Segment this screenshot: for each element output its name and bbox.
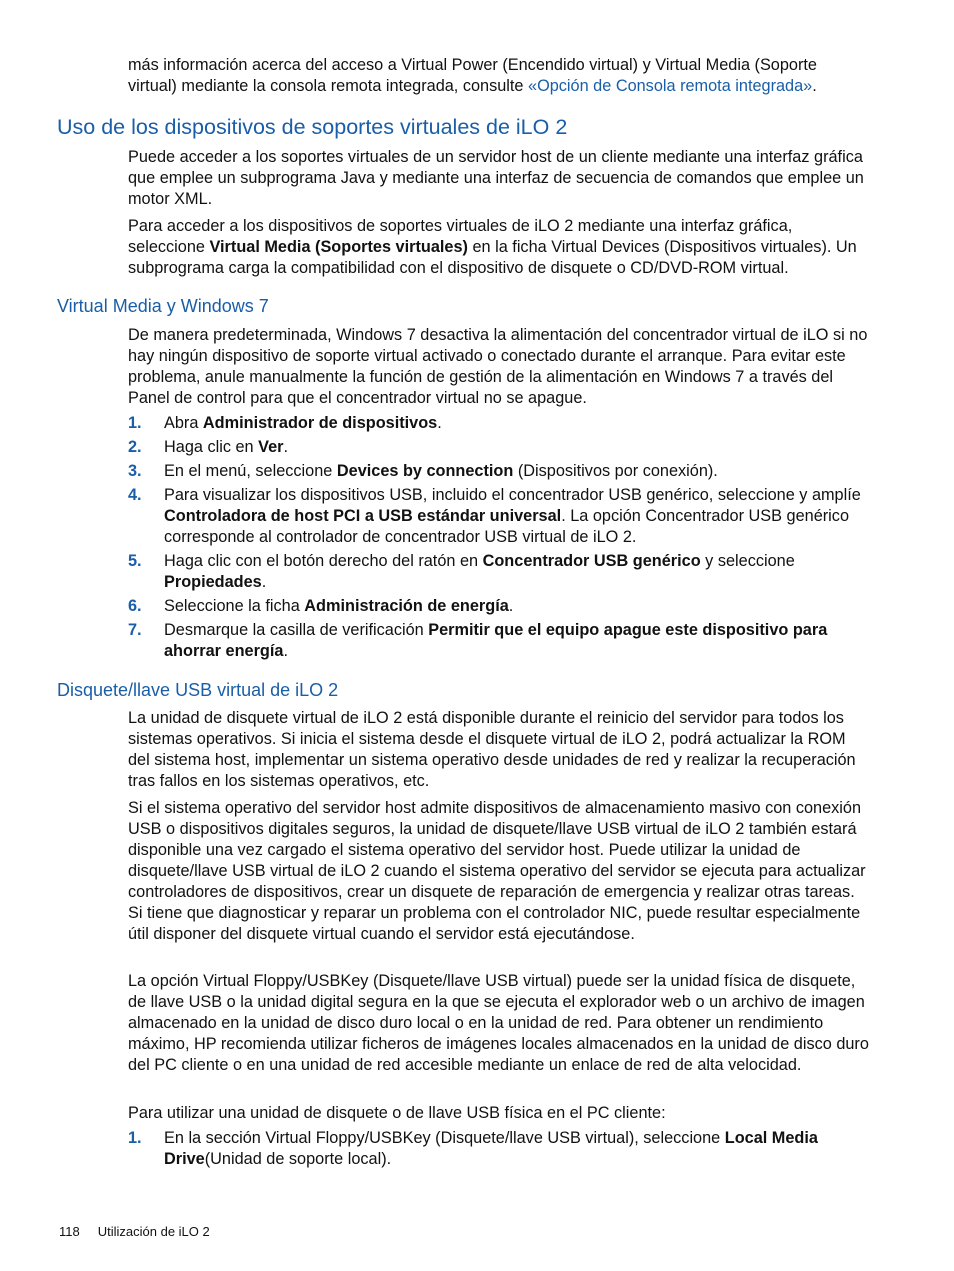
step-number: 7. <box>128 621 142 639</box>
bold-term: Ver <box>258 438 284 456</box>
win7-heading: Virtual Media y Windows 7 <box>57 296 269 316</box>
bold-term: Devices by connection <box>336 462 514 480</box>
text-run: Para acceder a los dispositivos de soportes virtuales de iLO 2 mediante una interfaz gráfica, seleccione <box>128 217 793 256</box>
win7-paragraph: De manera predeterminada, Windows 7 desactiva la alimentación del concentrador virtual de iLO si no hay ningún dispositivo de soporte virtual activado o conectado durante el arranque. Para evitar este problema, anule manualmente la función de gestión de la alimentación en Windows 7 a través del Panel de control para que el concentrador virtual no se apague. <box>128 326 868 407</box>
text-run: . <box>261 573 267 591</box>
console-link[interactable]: «Opción de Consola remota integrada» <box>528 77 813 95</box>
text-run: Haga clic con el botón derecho del ratón en <box>164 552 483 570</box>
list-item <box>128 596 870 617</box>
text-run: . <box>283 438 289 456</box>
step-number: 3. <box>128 462 142 480</box>
bold-term: Local Media Drive <box>164 1129 818 1168</box>
bold-term: Propiedades <box>164 573 262 591</box>
step-number: 6. <box>128 597 142 615</box>
floppy-steps-list <box>128 1128 870 1173</box>
text-run: . <box>283 642 288 660</box>
floppy-paragraph-2: Si el sistema operativo del servidor host admite dispositivos de almacenamiento masivo con conexión USB o dispositivos digitales seguros, la unidad de disquete/llave USB virtual de iLO 2 también estará disponible una vez cargado el sistema operativo del servidor host. Puede utilizar la unidad de disquete/llave USB virtual de iLO 2 cuando el sistema operativo del servidor se ejecuta para actualizar controladores de dispositivos, crear un disquete de reparación de emergencia y realizar otras tareas. Si tiene que diagnosticar y reparar un problema con el controlador NIC, puede resultar especialmente útil disponer del disquete virtual cuando el servidor está ejecutándose. <box>128 799 866 943</box>
page-footer <box>59 1224 210 1240</box>
text-run: En el menú, seleccione <box>164 462 337 480</box>
text-run: . La opción Concentrador USB genérico corresponde al controlador de concentrador USB virtual de iLO 2. <box>164 507 849 546</box>
floppy-paragraph-4: Para utilizar una unidad de disquete o de llave USB física en el PC cliente: <box>128 1104 666 1122</box>
step-number: 5. <box>128 552 142 570</box>
text-run: En la sección Virtual Floppy/USBKey (Disquete/llave USB virtual), seleccione <box>164 1129 725 1147</box>
step-number: 1. <box>128 1129 142 1147</box>
bold-term: Administración de energía <box>304 597 509 615</box>
text-run: Desmarque la casilla de verificación <box>164 621 429 639</box>
section-paragraph-2 <box>128 216 870 279</box>
section-paragraph-1: Puede acceder a los soportes virtuales de un servidor host de un cliente mediante una interfaz gráfica que emplee un subprograma Java y mediante una interfaz de secuencia de comandos que emplee un motor XML. <box>128 148 864 208</box>
list-item <box>128 461 870 482</box>
text-run: (Dispositivos por conexión). <box>513 462 718 480</box>
section-heading: Uso de los dispositivos de soportes virtuales de iLO 2 <box>57 115 568 139</box>
list-item <box>128 437 870 458</box>
list-item <box>128 620 870 662</box>
intro-text: más información acerca del acceso a Virtual Power (Encendido virtual) y Virtual Media (Soporte virtual) mediante la consola remota integrada, consulte <box>128 56 817 95</box>
bold-term: Controladora de host PCI a USB estándar universal <box>164 507 562 525</box>
text-run: Para visualizar los dispositivos USB, incluido el concentrador USB genérico, seleccione y amplíe <box>164 486 861 504</box>
bold-term: Concentrador USB genérico <box>482 552 701 570</box>
floppy-heading: Disquete/llave USB virtual de iLO 2 <box>57 680 339 700</box>
text-run: . <box>508 597 514 615</box>
text-run: en la ficha Virtual Devices (Dispositivos virtuales). Un subprograma carga la compatibilidad con el dispositivo de disquete o CD/DVD-ROM virtual. <box>128 238 857 277</box>
text-run: Seleccione la ficha <box>164 597 305 615</box>
floppy-paragraph-1: La unidad de disquete virtual de iLO 2 está disponible durante el reinicio del servidor para todos los sistemas operativos. Si inicia el sistema desde el disquete virtual de iLO 2, podrá actualizar la ROM del sistema host, implementar un sistema operativo desde unidades de red y realizar la recuperación tras fallos en los sistemas operativos, etc. <box>128 709 856 790</box>
text-run: (Unidad de soporte local). <box>204 1150 392 1168</box>
bold-term: Virtual Media (Soportes virtuales) <box>209 238 468 256</box>
step-number: 2. <box>128 438 142 456</box>
list-item <box>128 413 870 434</box>
bold-term: Administrador de dispositivos <box>202 414 438 432</box>
floppy-paragraph-3: La opción Virtual Floppy/USBKey (Disquete/llave USB virtual) puede ser la unidad física de disquete, de llave USB o la unidad digital segura en la que se ejecuta el explorador web o un archivo de imagen almacenado en la unidad de disco duro local o en la unidad de red. Para obtener un rendimiento máximo, HP recomienda utilizar ficheros de imágenes locales almacenados en la unidad de disco duro del PC cliente o en una unidad de red accesible mediante un enlace de red de alta velocidad. <box>128 972 869 1074</box>
list-item <box>128 551 870 593</box>
step-number: 4. <box>128 486 142 504</box>
bold-term: Permitir que el equipo apague este dispositivo para ahorrar energía <box>164 621 828 660</box>
list-item <box>128 485 870 548</box>
list-item <box>128 1128 870 1170</box>
page-number: 118 <box>59 1224 80 1239</box>
text-run: y seleccione <box>700 552 795 570</box>
text-run: Haga clic en <box>164 438 259 456</box>
text-run: . <box>437 414 442 432</box>
intro-end: . <box>812 77 817 95</box>
text-run: Abra <box>164 414 203 432</box>
win7-steps-list <box>128 413 870 665</box>
step-number: 1. <box>128 414 142 432</box>
chapter-title: Utilización de iLO 2 <box>97 1224 210 1239</box>
intro-paragraph <box>128 55 870 97</box>
